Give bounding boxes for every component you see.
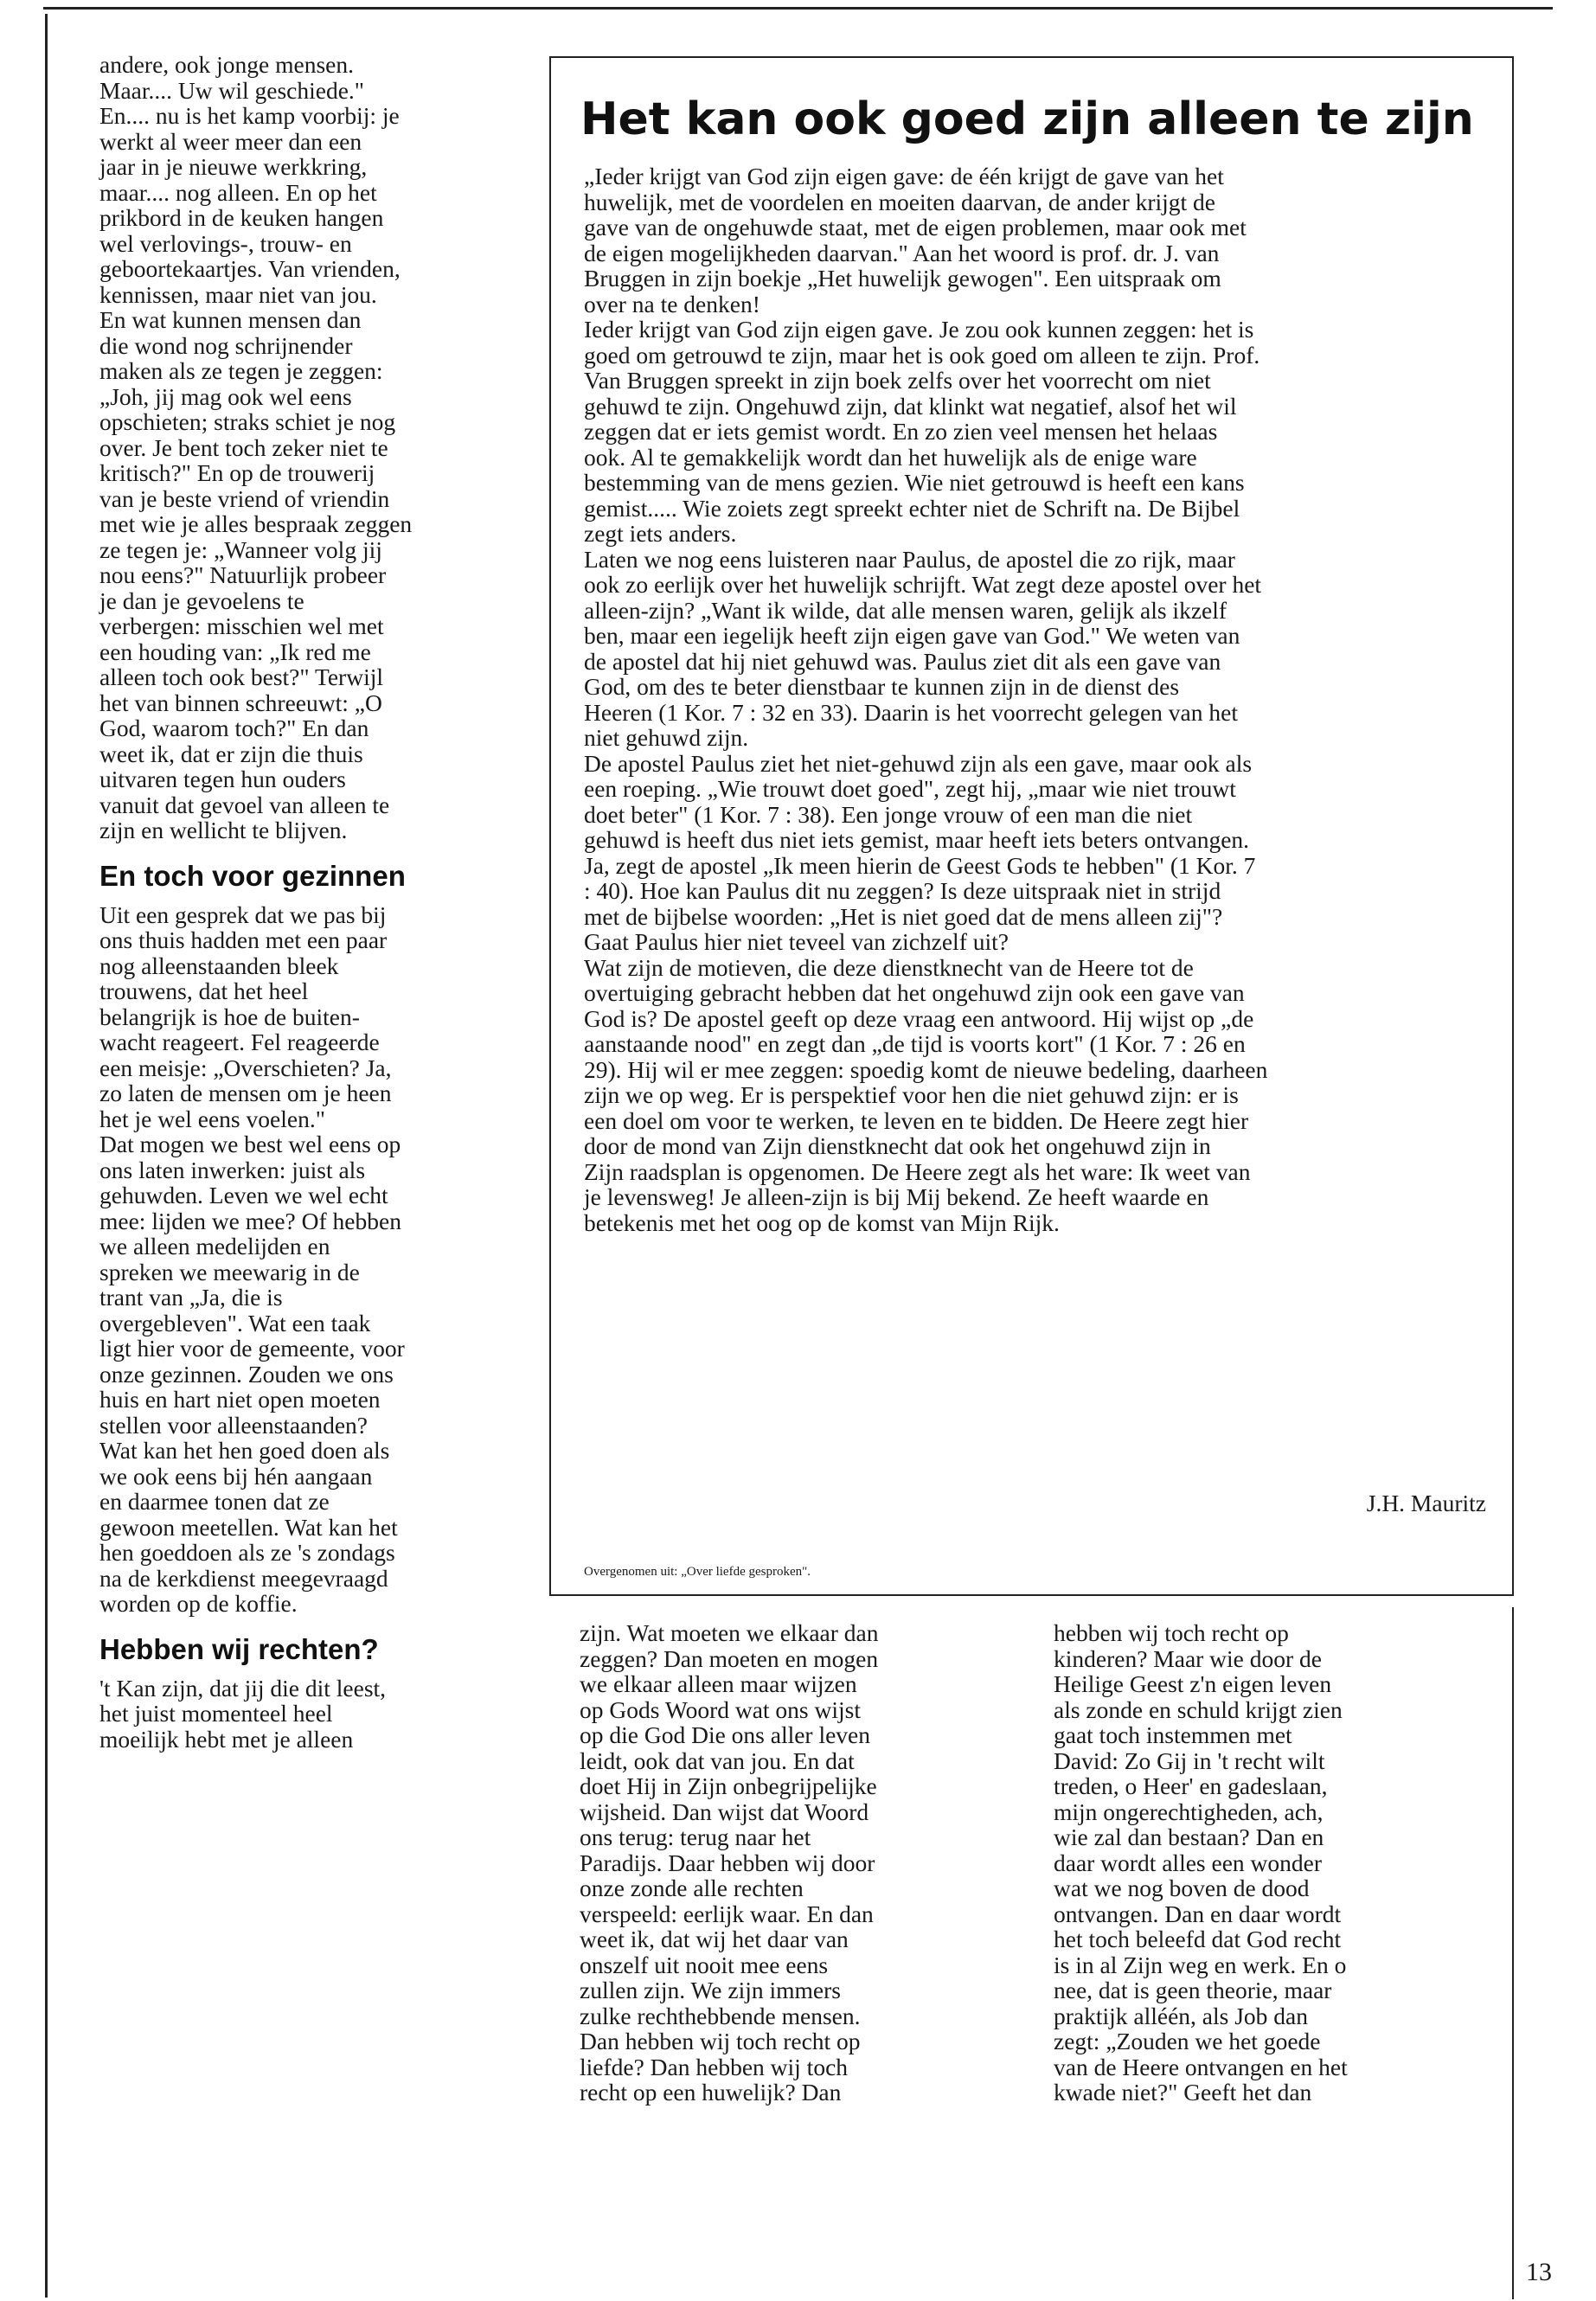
text-line: door de mond van Zijn dienstknecht dat ook het ongehuwd zijn in xyxy=(584,1132,1211,1159)
text-line: werkt al weer meer dan een xyxy=(99,127,362,155)
text-line: we alleen medelijden en xyxy=(99,1233,330,1259)
text-line: zijn we op weg. Er is perspektief voor hen die niet gehuwd zijn: er is xyxy=(584,1081,1239,1108)
text-line: Heilige Geest z'n eigen leven xyxy=(1054,1670,1332,1697)
text-line: niet gehuwd zijn. xyxy=(584,724,749,751)
text-line: gave van de ongehuwde staat, met de eigen problemen, maar ook met xyxy=(584,214,1247,240)
text-line: „Ieder krijgt van God zijn eigen gave: de één krijgt de gave van het xyxy=(584,163,1224,189)
gezinnen-text xyxy=(99,902,519,1617)
text-line: kennissen, maar niet van jou. xyxy=(99,280,377,308)
text-line: maken als ze tegen je zeggen: xyxy=(99,357,383,384)
text-line: ontvangen. Dan en daar wordt xyxy=(1054,1900,1342,1927)
text-line: Laten we nog eens luisteren naar Paulus, de apostel die zo rijk, maar xyxy=(584,545,1235,573)
text-line: Paradijs. Daar hebben wij door xyxy=(580,1849,875,1876)
text-line: maar.... nog alleen. En op het xyxy=(99,178,377,206)
text-line: de eigen mogelijkheden daarvan." Aan het woord is prof. dr. J. van xyxy=(584,239,1220,266)
text-line: mijn ongerechtigheden, ach, xyxy=(1054,1798,1324,1825)
text-line: 't Kan zijn, dat jij die dit leest, xyxy=(99,1674,387,1702)
text-line: weet ik, dat wij het daar van xyxy=(580,1926,849,1952)
text-line: die wond nog schrijnender xyxy=(99,331,353,359)
page-number: 13 xyxy=(1526,2258,1552,2286)
text-line: wel verlovings-, trouw- en xyxy=(99,229,352,257)
text-line: moeilijk hebt met je alleen xyxy=(99,1725,354,1753)
text-line: een meisje: „Overschieten? Ja, xyxy=(99,1054,392,1081)
text-line: kwade niet?" Geeft het dan xyxy=(1054,2079,1312,2106)
text-line: onze zonde alle rechten xyxy=(580,1875,804,1901)
text-line: kritisch?" En op de trouwerij xyxy=(99,459,375,486)
text-line: alleen-zijn? „Want ik wilde, dat alle mensen waren, gelijk als ikzelf xyxy=(584,596,1227,624)
text-line: prikbord in de keuken hangen xyxy=(99,204,384,231)
text-line: we elkaar alleen maar wijzen xyxy=(580,1670,857,1697)
text-line: verbergen: misschien wel met xyxy=(99,612,384,639)
rechten-text xyxy=(99,1676,519,1753)
text-line: gehuwd is heeft dus niet iets gemist, maar heeft iets beters ontvangen. xyxy=(584,826,1250,853)
text-line: een houding van: „Ik red me xyxy=(99,638,371,665)
text-line: doet Hij in Zijn onbegrijpelijke xyxy=(580,1772,877,1799)
text-line: leidt, ook dat van jou. En dat xyxy=(580,1747,855,1774)
text-line: onszelf uit nooit mee eens xyxy=(580,1951,829,1978)
text-line: En.... nu is het kamp voorbij: je xyxy=(99,102,400,129)
article-source: Overgenomen uit: „Over liefde gesproken". xyxy=(584,1565,811,1579)
text-line: Gaat Paulus hier niet teveel van zichzelf uit? xyxy=(584,928,1009,955)
article-box xyxy=(549,56,1514,1596)
left-column xyxy=(99,52,519,1752)
text-line: bestemming van de mens gezien. Wie niet getrouwd is heeft een kans xyxy=(584,469,1245,496)
text-line: het juist momenteel heel xyxy=(99,1700,333,1727)
text-line: is in al Zijn weg en werk. En o xyxy=(1054,1951,1347,1978)
text-line: spreken we meewarig in de xyxy=(99,1258,360,1285)
text-line: gehuwd te zijn. Ongehuwd zijn, dat klinkt wat negatief, alsof het wil xyxy=(584,392,1237,420)
text-line: zegt iets anders. xyxy=(584,520,737,547)
text-line: het je wel eens voelen." xyxy=(99,1105,325,1132)
text-line: zo laten de mensen om je heen xyxy=(99,1080,392,1106)
text-line: geboortekaartjes. Van vrienden, xyxy=(99,255,401,282)
text-line: met de bijbelse woorden: „Het is niet goed dat de mens alleen zij"? xyxy=(584,902,1223,930)
text-line: hen goeddoen als ze 's zondags xyxy=(99,1539,395,1566)
text-line: treden, o Heer' en gadeslaan, xyxy=(1054,1772,1328,1799)
text-line: ook. Al te gemakkelijk wordt dan het huwelijk als de enige ware xyxy=(584,443,1197,471)
text-line: overgebleven". Wat een taak xyxy=(99,1309,371,1336)
text-line: Heeren (1 Kor. 7 : 32 en 33). Daarin is het voorrecht gelegen van het xyxy=(584,698,1238,726)
text-line: uitvaren tegen hun ouders xyxy=(99,766,346,792)
text-line: op Gods Woord wat ons wijst xyxy=(580,1695,861,1723)
text-line: andere, ook jonge mensen. xyxy=(99,51,355,78)
text-line: kinderen? Maar wie door de xyxy=(1054,1644,1323,1672)
heading-rechten: Hebben wij rechten? xyxy=(99,1632,379,1665)
text-line: God, waarom toch?" En dan xyxy=(99,715,369,741)
text-line: overtuiging gebracht hebben dat het ongehuwd zijn ook een gave van xyxy=(584,979,1245,1006)
text-line: De apostel Paulus ziet het niet-gehuwd zijn als een gave, maar ook als xyxy=(584,749,1253,777)
text-line: : 40). Hoe kan Paulus dit nu zeggen? Is deze uitspraak niet in strijd xyxy=(584,877,1221,904)
text-line: hebben wij toch recht op xyxy=(1054,1619,1289,1646)
text-line: God, om des te beter dienstbaar te kunnen zijn in de dienst des xyxy=(584,673,1180,700)
article-author: J.H. Mauritz xyxy=(1366,1490,1486,1516)
top-rule xyxy=(43,7,1553,10)
text-line: worden op de koffie. xyxy=(99,1590,298,1617)
text-line: Uit een gesprek dat we pas bij xyxy=(99,901,387,928)
middle-column xyxy=(580,1620,1016,2106)
text-line: zijn. Wat moeten we elkaar dan xyxy=(580,1619,879,1646)
page-edge-rule xyxy=(1512,1607,1514,2299)
text-line: wijsheid. Dan wijst dat Woord xyxy=(580,1798,869,1825)
text-line: van je beste vriend of vriendin xyxy=(99,484,390,512)
right-column xyxy=(1054,1620,1503,2106)
text-line: zulke rechthebbende mensen. xyxy=(580,2002,861,2029)
text-line: gemist..... Wie zoiets zegt spreekt echter niet de Schrift na. De Bijbel xyxy=(584,494,1240,522)
text-line: huis en hart niet open moeten xyxy=(99,1386,381,1413)
text-line: trant van „Ja, die is xyxy=(99,1284,283,1311)
article-title: Het kan ook goed zijn alleen te zijn xyxy=(580,93,1474,145)
heading-gezinnen: En toch voor gezinnen xyxy=(99,859,406,892)
text-line: ons terug: terug naar het xyxy=(580,1823,811,1850)
text-line: Wat kan het hen goed doen als xyxy=(99,1437,390,1464)
text-line: goed om getrouwd te zijn, maar het is ook goed om alleen te zijn. Prof. xyxy=(584,341,1260,369)
text-line: alleen toch ook best?" Terwijl xyxy=(99,663,383,690)
text-line: een roeping. „Wie trouwt doet goed", zegt hij, „maar wie niet trouwt xyxy=(584,775,1236,802)
text-line: nog alleenstaanden bleek xyxy=(99,952,339,979)
text-line: een doel om voor te werken, te leven en te bidden. De Heere zegt hier xyxy=(584,1106,1249,1134)
text-line: Dan hebben wij toch recht op xyxy=(580,2028,861,2054)
text-line: met wie je alles bespraak zeggen xyxy=(99,510,413,537)
text-line: wacht reageert. Fel reageerde xyxy=(99,1029,380,1055)
text-line: over na te denken! xyxy=(584,290,760,317)
text-line: op die God Die ons aller leven xyxy=(580,1721,871,1748)
text-line: Ja, zegt de apostel „Ik meen hierin de Geest Gods te hebben" (1 Kor. 7 xyxy=(584,851,1256,879)
article-body xyxy=(584,163,1492,1235)
text-line: gaat toch instemmen met xyxy=(1054,1721,1292,1748)
text-line: het van binnen schreeuwt: „O xyxy=(99,689,382,716)
text-line: daar wordt alles een wonder xyxy=(1054,1849,1323,1876)
text-line: zeggen dat er iets gemist wordt. En zo zien veel mensen het helaas xyxy=(584,418,1218,445)
text-line: God is? De apostel geeft op deze vraag een antwoord. Hij wijst op „de xyxy=(584,1004,1254,1032)
text-line: en daarmee tonen dat ze xyxy=(99,1488,330,1515)
text-line: wie zal dan bestaan? Dan en xyxy=(1054,1823,1324,1850)
text-line: 29). Hij wil er mee zeggen: spoedig komt de nieuwe bedeling, daarheen xyxy=(584,1055,1268,1083)
text-line: aanstaande nood" en zegt dan „de tijd is voorts kort" (1 Kor. 7 : 26 en xyxy=(584,1030,1246,1057)
text-line: onze gezinnen. Zouden we ons xyxy=(99,1360,394,1388)
text-line: recht op een huwelijk? Dan xyxy=(580,2079,842,2106)
text-line: ligt hier voor de gemeente, voor xyxy=(99,1335,405,1362)
left-margin-rule xyxy=(45,14,48,2298)
text-line: je dan je gevoelens te xyxy=(99,586,304,614)
text-line: je levensweg! Je alleen-zijn is bij Mij bekend. Ze heeft waarde en xyxy=(584,1183,1209,1210)
text-line: trouwens, dat het heel xyxy=(99,977,309,1004)
text-line: over. Je bent toch zeker niet te xyxy=(99,433,388,461)
text-line: we ook eens bij hén aangaan xyxy=(99,1462,373,1490)
text-line: de apostel dat hij niet gehuwd was. Paulus ziet dit als een gave van xyxy=(584,647,1221,675)
text-line: ons laten inwerken: juist als xyxy=(99,1156,366,1183)
text-line: zeggen? Dan moeten en mogen xyxy=(580,1644,879,1672)
text-line: Dat mogen we best wel eens op xyxy=(99,1131,401,1157)
text-line: David: Zo Gij in 't recht wilt xyxy=(1054,1747,1325,1774)
text-line: „Joh, jij mag ook wel eens xyxy=(99,382,352,410)
text-line: ons thuis hadden met een paar xyxy=(99,926,388,953)
text-line: doet beter" (1 Kor. 7 : 38). Een jonge vrouw of een man die niet xyxy=(584,800,1193,828)
intro-text xyxy=(99,52,519,843)
text-line: wat we nog boven de dood xyxy=(1054,1875,1310,1901)
text-line: Bruggen in zijn boekje „Het huwelijk gewogen". Een uitspraak om xyxy=(584,265,1221,292)
text-line: ook zo eerlijk over het huwelijk schrijft. Wat zegt deze apostel over het xyxy=(584,571,1262,598)
text-line: ze tegen je: „Wanneer volg jij xyxy=(99,535,382,563)
text-line: weet ik, dat er zijn die thuis xyxy=(99,740,363,767)
text-line: zijn en wellicht te blijven. xyxy=(99,817,348,843)
text-line: vanuit dat gevoel van alleen te xyxy=(99,791,390,818)
text-line: opschieten; straks schiet je nog xyxy=(99,408,396,435)
text-line: Wat zijn de motieven, die deze dienstknecht van de Heere tot de xyxy=(584,953,1194,981)
text-line: ben, maar een iegelijk heeft zijn eigen gave van God." We weten van xyxy=(584,622,1240,649)
text-line: mee: lijden we mee? Of hebben xyxy=(99,1207,401,1234)
text-line: praktijk alléén, als Job dan xyxy=(1054,2002,1309,2029)
text-line: nou eens?" Natuurlijk probeer xyxy=(99,561,387,588)
text-line: na de kerkdienst meegevraagd xyxy=(99,1564,388,1592)
text-line: zegt: „Zouden we het goede xyxy=(1054,2028,1321,2054)
text-line: betekenis met het oog op de komst van Mijn Rijk. xyxy=(584,1208,1060,1236)
text-line: stellen voor alleenstaanden? xyxy=(99,1411,369,1439)
text-line: liefde? Dan hebben wij toch xyxy=(580,2053,849,2080)
text-line: Zijn raadsplan is opgenomen. De Heere zegt als het ware: Ik weet van xyxy=(584,1157,1251,1185)
text-line: zullen zijn. We zijn immers xyxy=(580,1977,841,2003)
text-line: Van Bruggen spreekt in zijn boek zelfs over het voorrecht om niet xyxy=(584,367,1211,394)
text-line: Ieder krijgt van God zijn eigen gave. Je zou ook kunnen zeggen: het is xyxy=(584,316,1254,343)
text-line: Maar.... Uw wil geschiede." xyxy=(99,76,365,104)
text-line: nee, dat is geen theorie, maar xyxy=(1054,1977,1332,2003)
text-line: belangrijk is hoe de buiten- xyxy=(99,1003,360,1030)
text-line: gehuwden. Leven we wel echt xyxy=(99,1182,388,1208)
text-line: verspeeld: eerlijk waar. En dan xyxy=(580,1900,874,1927)
text-line: het toch beleefd dat God recht xyxy=(1054,1926,1342,1952)
text-line: jaar in je nieuwe werkkring, xyxy=(99,153,368,180)
text-line: huwelijk, met de voordelen en moeiten daarvan, de ander krijgt de xyxy=(584,188,1216,215)
text-line: gewoon meetellen. Wat kan het xyxy=(99,1513,398,1541)
text-line: van de Heere ontvangen en het xyxy=(1054,2053,1348,2080)
text-line: En wat kunnen mensen dan xyxy=(99,306,362,333)
text-line: als zonde en schuld krijgt zien xyxy=(1054,1695,1343,1723)
